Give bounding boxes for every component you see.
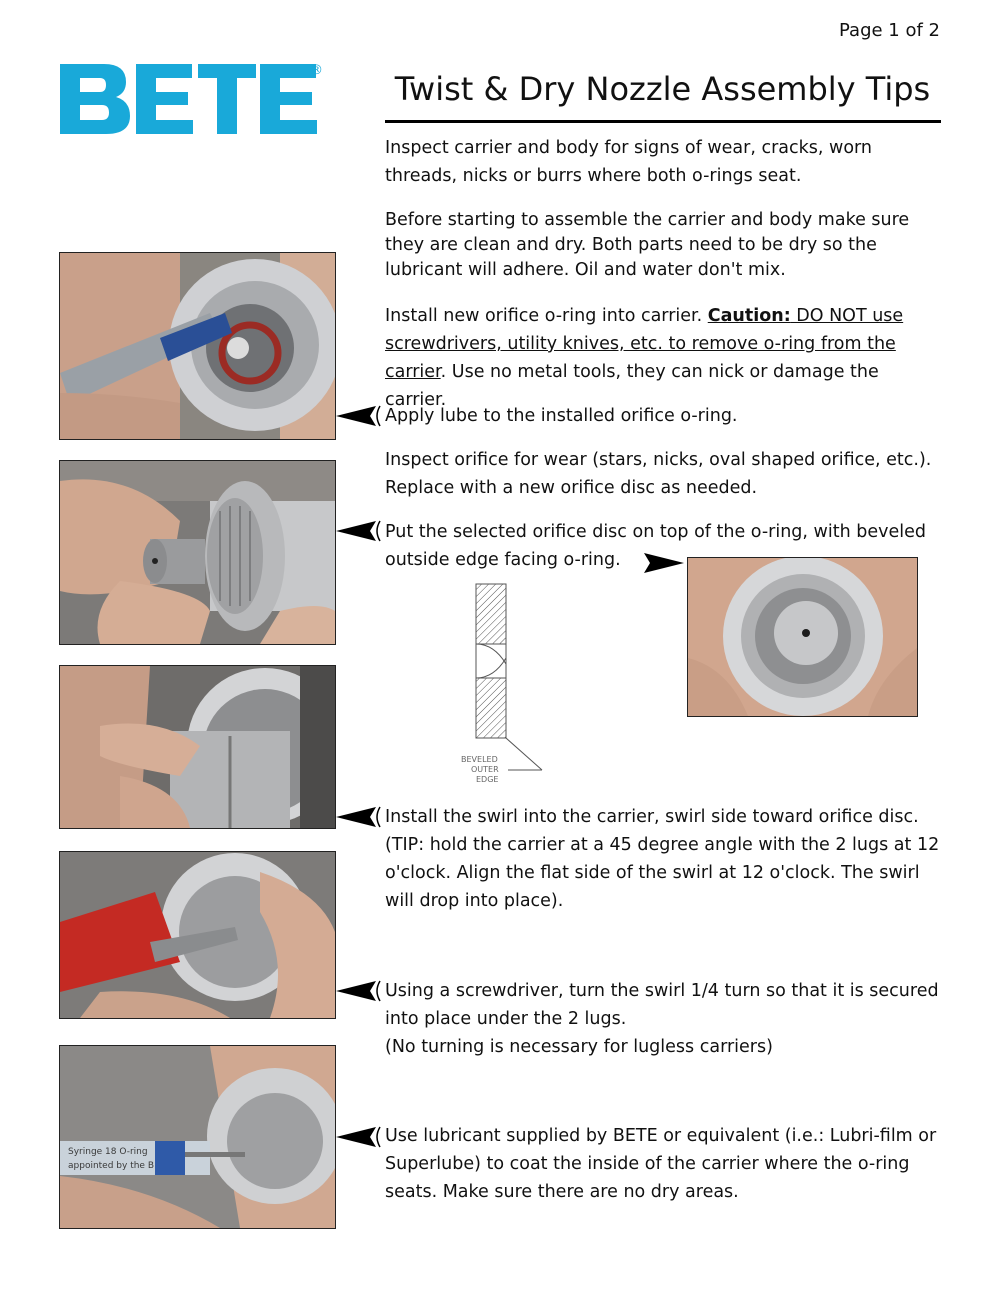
photo-screwdriver-turn <box>59 851 336 1019</box>
beveled-edge-diagram <box>450 580 560 790</box>
diagram-label-outer: OUTER <box>471 765 499 774</box>
step-turn-swirl <box>385 977 945 1061</box>
step-inspect: Inspect carrier and body for signs of wear, cracks, worn threads, nicks or burrs where both o-rings seat. <box>385 138 873 186</box>
disc-cross-section <box>450 580 560 790</box>
step-clean: Before starting to assemble the carrier and body make sure they are clean and dry. Both parts need to be dry so the lubricant will adhere. Oil and water don't mix. <box>385 210 910 280</box>
lugless-note: (No turning is necessary for lugless carriers) <box>385 1037 773 1057</box>
step-install-swirl: Install the swirl into the carrier, swirl side toward orifice disc. (TIP: hold the carrier at a 45 degree angle with the 2 lugs at 12 o'clock. Align the flat side of the swirl at 12 o'clock. The swirl will drop into place). <box>385 807 940 911</box>
bete-logo <box>60 60 330 138</box>
bete-logo-image <box>60 60 330 138</box>
step-orifice-disc: Put the selected orifice disc on top of the o-ring, with beveled outside edge facing o-ring. <box>385 522 926 570</box>
page-number: Page 1 of 2 <box>839 20 940 41</box>
caution-text: DO NOT use screwdrivers, utility knives, etc. to remove o-ring from the carrier <box>385 306 904 382</box>
arrow-left-icon <box>336 806 382 828</box>
install-text-end: . Use no metal tools, they can nick or damage the carrier. <box>385 362 879 410</box>
install-text: Install new orifice o-ring into carrier. <box>385 306 708 326</box>
photo-disc-seated <box>687 557 918 717</box>
arrow-left-icon <box>336 520 382 542</box>
arrow-left-icon <box>336 1126 382 1148</box>
step-install-oring <box>385 302 945 414</box>
arrow-left-icon <box>336 980 382 1002</box>
page-title: Twist & Dry Nozzle Assembly Tips <box>394 70 931 108</box>
syringe-label-2: appointed by the B <box>68 1161 154 1171</box>
step-apply-lube: Apply lube to the installed orifice o-ring. <box>385 406 738 426</box>
photo-lubricant-syringe <box>59 1045 336 1229</box>
title-divider <box>385 120 941 123</box>
syringe-label: Syringe 18 O-ring <box>68 1147 148 1157</box>
turn-swirl-text: Using a screwdriver, turn the swirl 1/4 turn so that it is secured into place under the 2 lugs. <box>385 981 939 1029</box>
photo-oring-install <box>59 252 336 440</box>
photo-orifice-disc <box>59 460 336 645</box>
diagram-label-edge: EDGE <box>476 775 499 784</box>
diagram-label-beveled: BEVELED <box>461 755 498 764</box>
step-coat-carrier: Use lubricant supplied by BETE or equivalent (i.e.: Lubri-film or Superlube) to coat the inside of the carrier where the o-ring seats. Make sure there are no dry areas. <box>385 1126 937 1202</box>
step-inspect-orifice: Inspect orifice for wear (stars, nicks, oval shaped orifice, etc.). Replace with a new orifice disc as needed. <box>385 450 932 498</box>
caution-label: Caution: <box>707 306 791 326</box>
arrow-right-icon <box>638 552 684 574</box>
photo-swirl-install <box>59 665 336 829</box>
arrow-left-icon <box>336 405 382 427</box>
registered-mark: ® <box>310 63 323 78</box>
